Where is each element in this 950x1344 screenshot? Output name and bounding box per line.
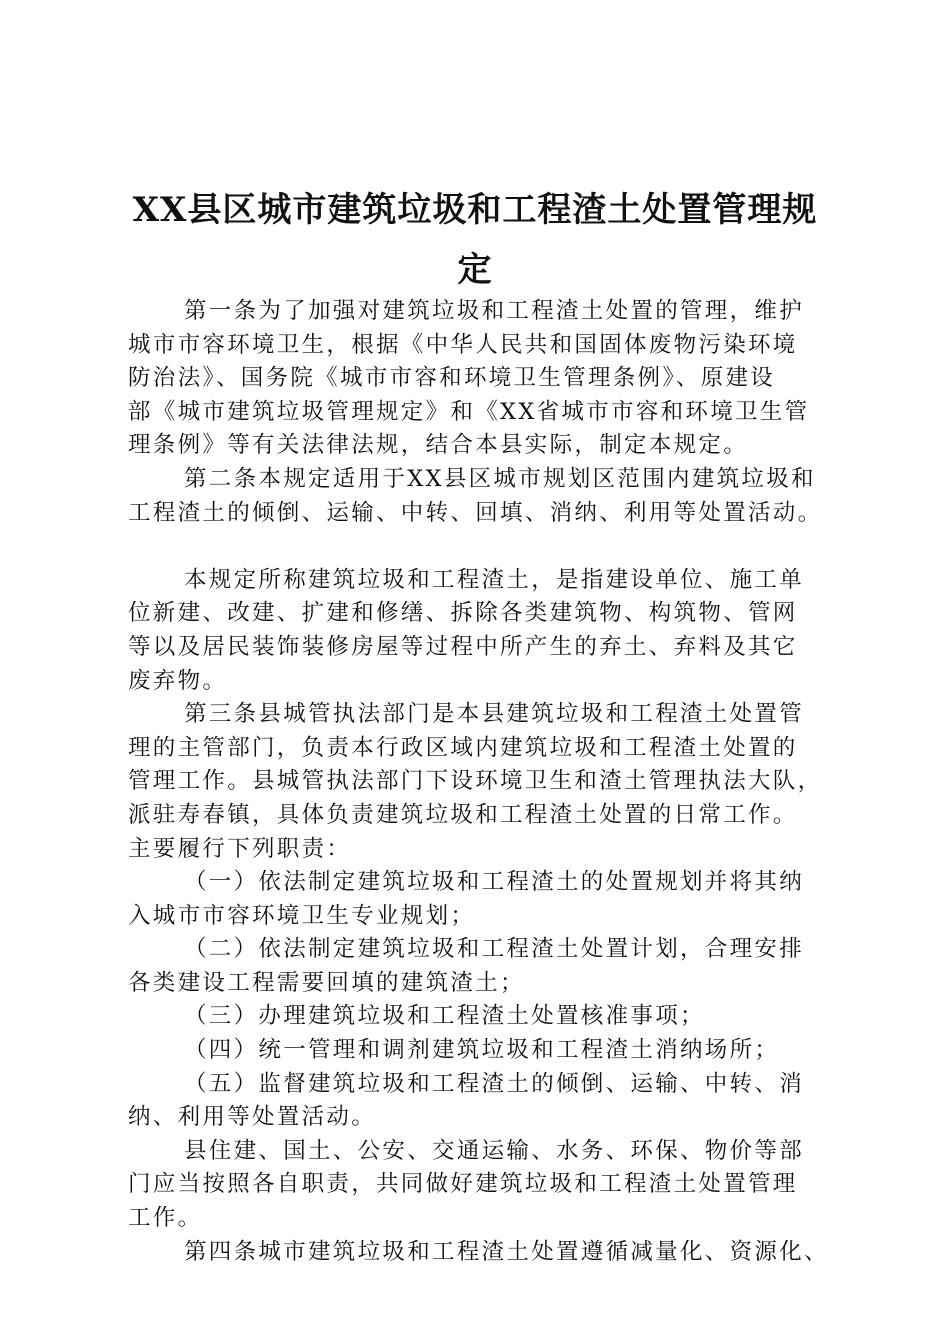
duty-item-1-line: 入城市市容环境卫生专业规划；	[128, 902, 476, 929]
definition-line: 位新建、改建、扩建和修缮、拆除各类建筑物、构筑物、管网	[128, 600, 798, 627]
duty-item-2-line: （二）依法制定建筑垃圾和工程渣土处置计划，合理安排	[184, 936, 805, 963]
article-3-line: 派驻寿春镇，具体负责建筑垃圾和工程渣土处置的日常工作。	[128, 801, 798, 828]
article-3-line: 理的主管部门，负责本行政区域内建筑垃圾和工程渣土处置的	[128, 734, 798, 761]
departments-line: 门应当按照各自职责，共同做好建筑垃圾和工程渣土处置管理	[128, 1171, 798, 1198]
article-1-line: 城市市容环境卫生，根据《中华人民共和国固体废物污染环境	[128, 331, 798, 358]
article-2-line: 第二条本规定适用于XX县区城市规划区范围内建筑垃圾和	[184, 465, 816, 492]
document-body	[128, 295, 842, 1269]
departments-line: 工作。	[128, 1205, 203, 1232]
duty-item-2-line: 各类建设工程需要回填的建筑渣土；	[128, 969, 525, 996]
duty-item-5-line: （五）监督建筑垃圾和工程渣土的倾倒、运输、中转、消	[184, 1070, 805, 1097]
paragraph-gap	[128, 530, 842, 564]
document-title-line-1: XX县区城市建筑垃圾和工程渣土处置管理规	[132, 190, 818, 230]
article-3-line: 第三条县城管执法部门是本县建筑垃圾和工程渣土处置管	[184, 701, 805, 728]
article-3-line: 管理工作。县城管执法部门下设环境卫生和渣土管理执法大队，	[128, 768, 823, 795]
article-4-line: 第四条城市建筑垃圾和工程渣土处置遵循减量化、资源化、	[184, 1238, 829, 1265]
article-3-line: 主要履行下列职责：	[128, 835, 352, 862]
departments-line: 县住建、国土、公安、交通运输、水务、环保、物价等部	[184, 1137, 805, 1164]
article-1-line: 理条例》等有关法律法规，结合本县实际，制定本规定。	[128, 432, 749, 459]
duty-item-1-line: （一）依法制定建筑垃圾和工程渣土的处置规划并将其纳	[184, 869, 805, 896]
article-2-line: 工程渣土的倾倒、运输、中转、回填、消纳、利用等处置活动。	[128, 499, 823, 526]
document-title-line-2: 定	[457, 250, 493, 290]
definition-line: 本规定所称建筑垃圾和工程渣土，是指建设单位、施工单	[184, 566, 805, 593]
article-1-line: 部《城市建筑垃圾管理规定》和《XX省城市市容和环境卫生管	[128, 398, 810, 425]
duty-item-4-line: （四）统一管理和调剂建筑垃圾和工程渣土消纳场所；	[184, 1037, 780, 1064]
definition-line: 等以及居民装饰装修房屋等过程中所产生的弃土、弃料及其它	[128, 633, 798, 660]
definition-line: 废弃物。	[128, 667, 228, 694]
article-1-line: 防治法》、国务院《城市市容和环境卫生管理条例》、原建设	[128, 365, 776, 392]
article-1-line: 第一条为了加强对建筑垃圾和工程渣土处置的管理，维护	[184, 298, 805, 324]
duty-item-5-line: 纳、利用等处置活动。	[128, 1104, 377, 1131]
duty-item-3-line: （三）办理建筑垃圾和工程渣土处置核准事项；	[184, 1003, 705, 1030]
